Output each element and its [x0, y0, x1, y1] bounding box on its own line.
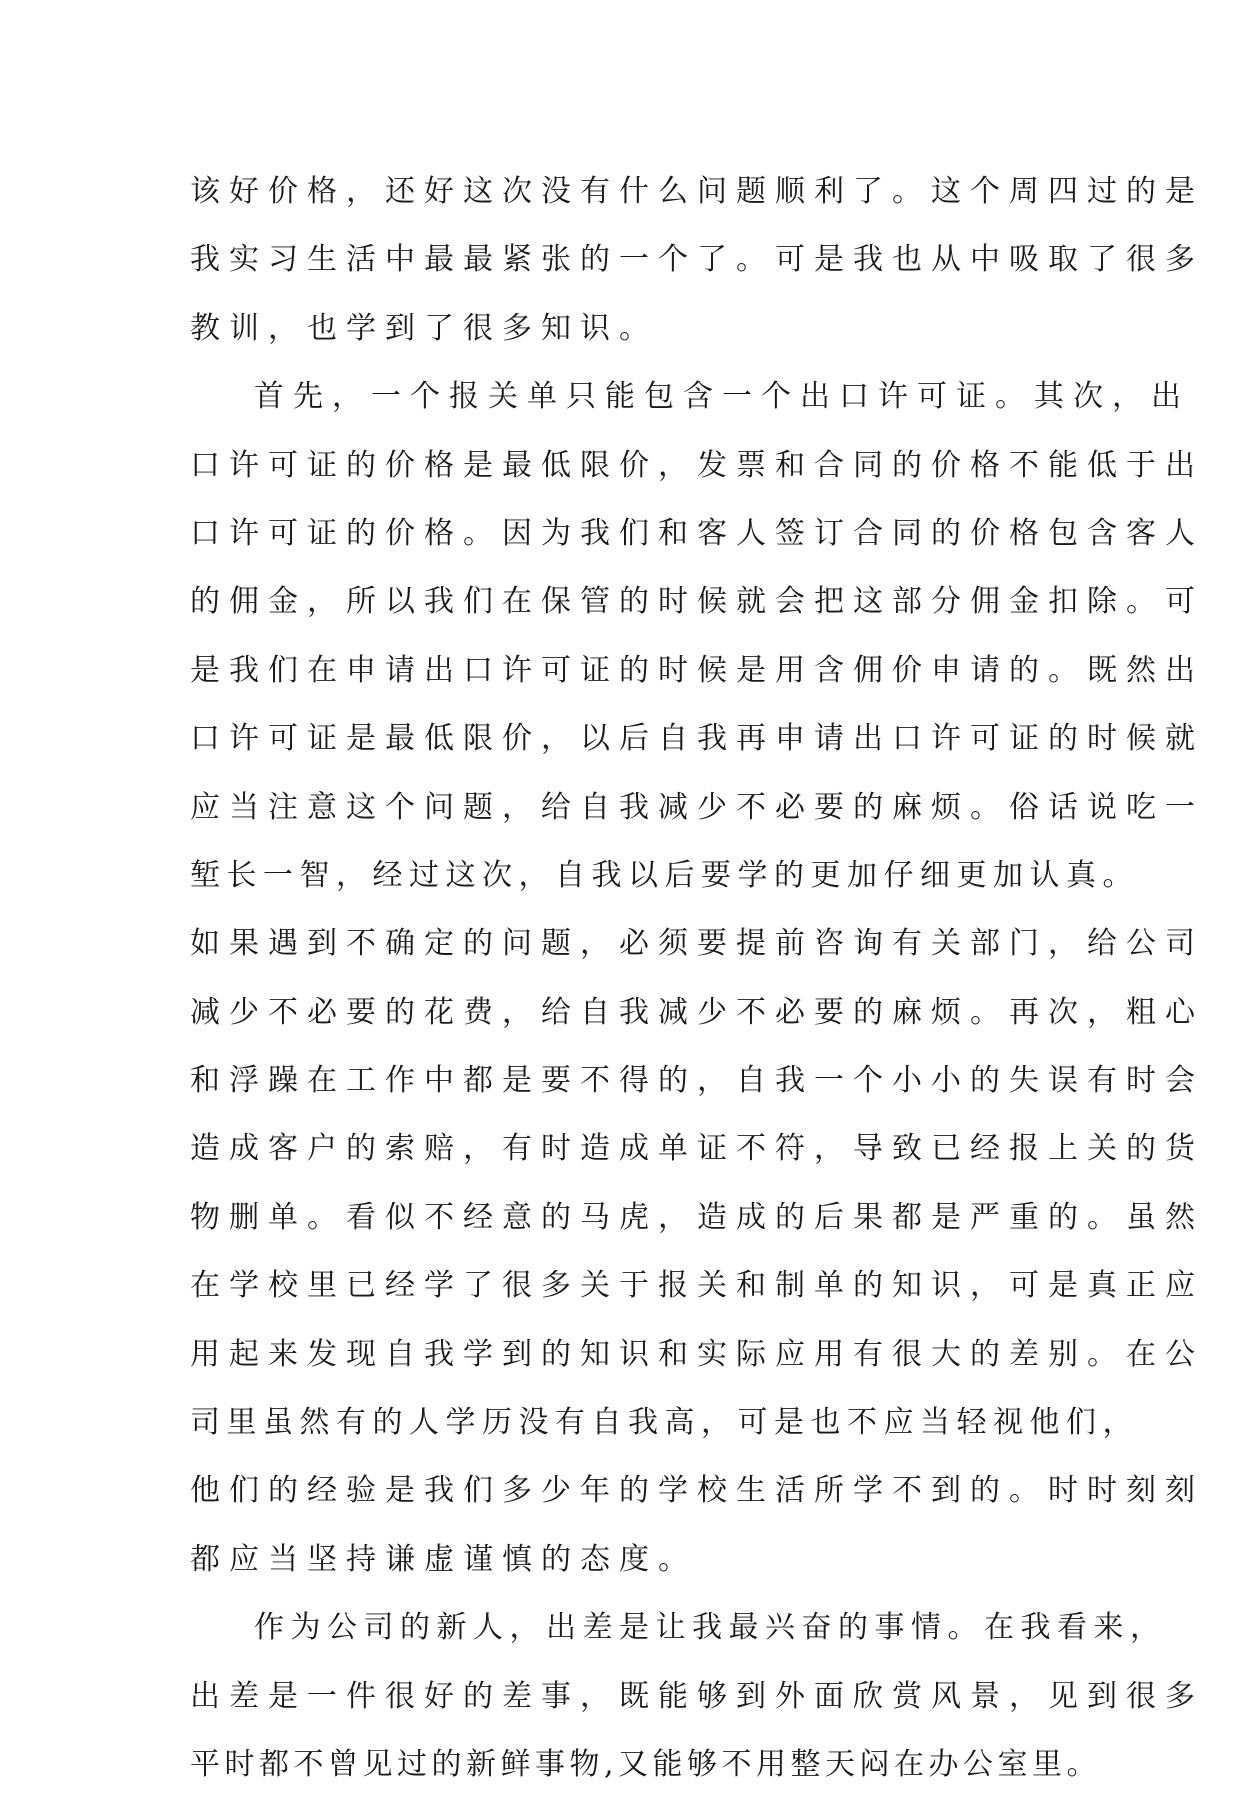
text-line: 堑长一智，经过这次，自我以后要学的更加仔细更加认真。: [190, 857, 1139, 893]
text-line: 的佣金，所以我们在保管的时候就会把这部分佣金扣除。可: [190, 584, 1204, 620]
text-line: 口许可证的价格是最低限价，发票和合同的价格不能低于出: [190, 447, 1204, 483]
text-line: 都应当坚持谦虚谨慎的态度。: [190, 1541, 697, 1577]
text-line: 平时都不曾见过的新鲜事物,又能够不用整天闷在办公室里。: [190, 1746, 1102, 1782]
text-line: 物删单。看似不经意的马虎，造成的后果都是严重的。虽然: [190, 1199, 1204, 1235]
text-line: 出差是一件很好的差事，既能够到外面欣赏风景，见到很多: [190, 1678, 1204, 1714]
text-line: 口许可证的价格。因为我们和客人签订合同的价格包含客人: [190, 515, 1204, 551]
text-line: 该好价格，还好这次没有什么问题顺利了。这个周四过的是: [190, 174, 1204, 209]
text-line: 他们的经验是我们多少年的学校生活所学不到的。时时刻刻: [190, 1473, 1204, 1509]
text-line: 作为公司的新人，出差是让我最兴奋的事情。在我看来，: [254, 1610, 1167, 1646]
text-line: 造成客户的索赔，有时造成单证不符，导致已经报上关的货: [190, 1131, 1204, 1167]
text-line: 用起来发现自我学到的知识和实际应用有很大的差别。在公: [190, 1336, 1204, 1372]
text-line: 如果遇到不确定的问题，必须要提前咨询有关部门，给公司: [190, 926, 1204, 962]
text-line: 应当注意这个问题，给自我减少不必要的麻烦。俗话说吃一: [190, 789, 1204, 825]
text-line: 减少不必要的花费，给自我减少不必要的麻烦。再次，粗心: [190, 994, 1204, 1030]
text-line: 教训，也学到了很多知识。: [190, 310, 658, 346]
text-line: 司里虽然有的人学历没有自我高，可是也不应当轻视他们，: [190, 1405, 1139, 1441]
paragraph: [190, 363, 1204, 1594]
paragraph: [190, 158, 1204, 363]
paragraph: [190, 1594, 1204, 1799]
text-line: 我实习生活中最最紧张的一个了。可是我也从中吸取了很多: [190, 242, 1204, 278]
body-text: [190, 158, 1204, 1799]
text-line: 和浮躁在工作中都是要不得的，自我一个小小的失误有时会: [190, 1063, 1204, 1099]
text-line: 首先，一个报关单只能包含一个出口许可证。其次，出: [254, 379, 1190, 415]
text-line: 在学校里已经学了很多关于报关和制单的知识，可是真正应: [190, 1268, 1204, 1304]
text-line: 是我们在申请出口许可证的时候是用含佣价申请的。既然出: [190, 652, 1204, 688]
text-line: 口许可证是最低限价，以后自我再申请出口许可证的时候就: [190, 721, 1204, 757]
